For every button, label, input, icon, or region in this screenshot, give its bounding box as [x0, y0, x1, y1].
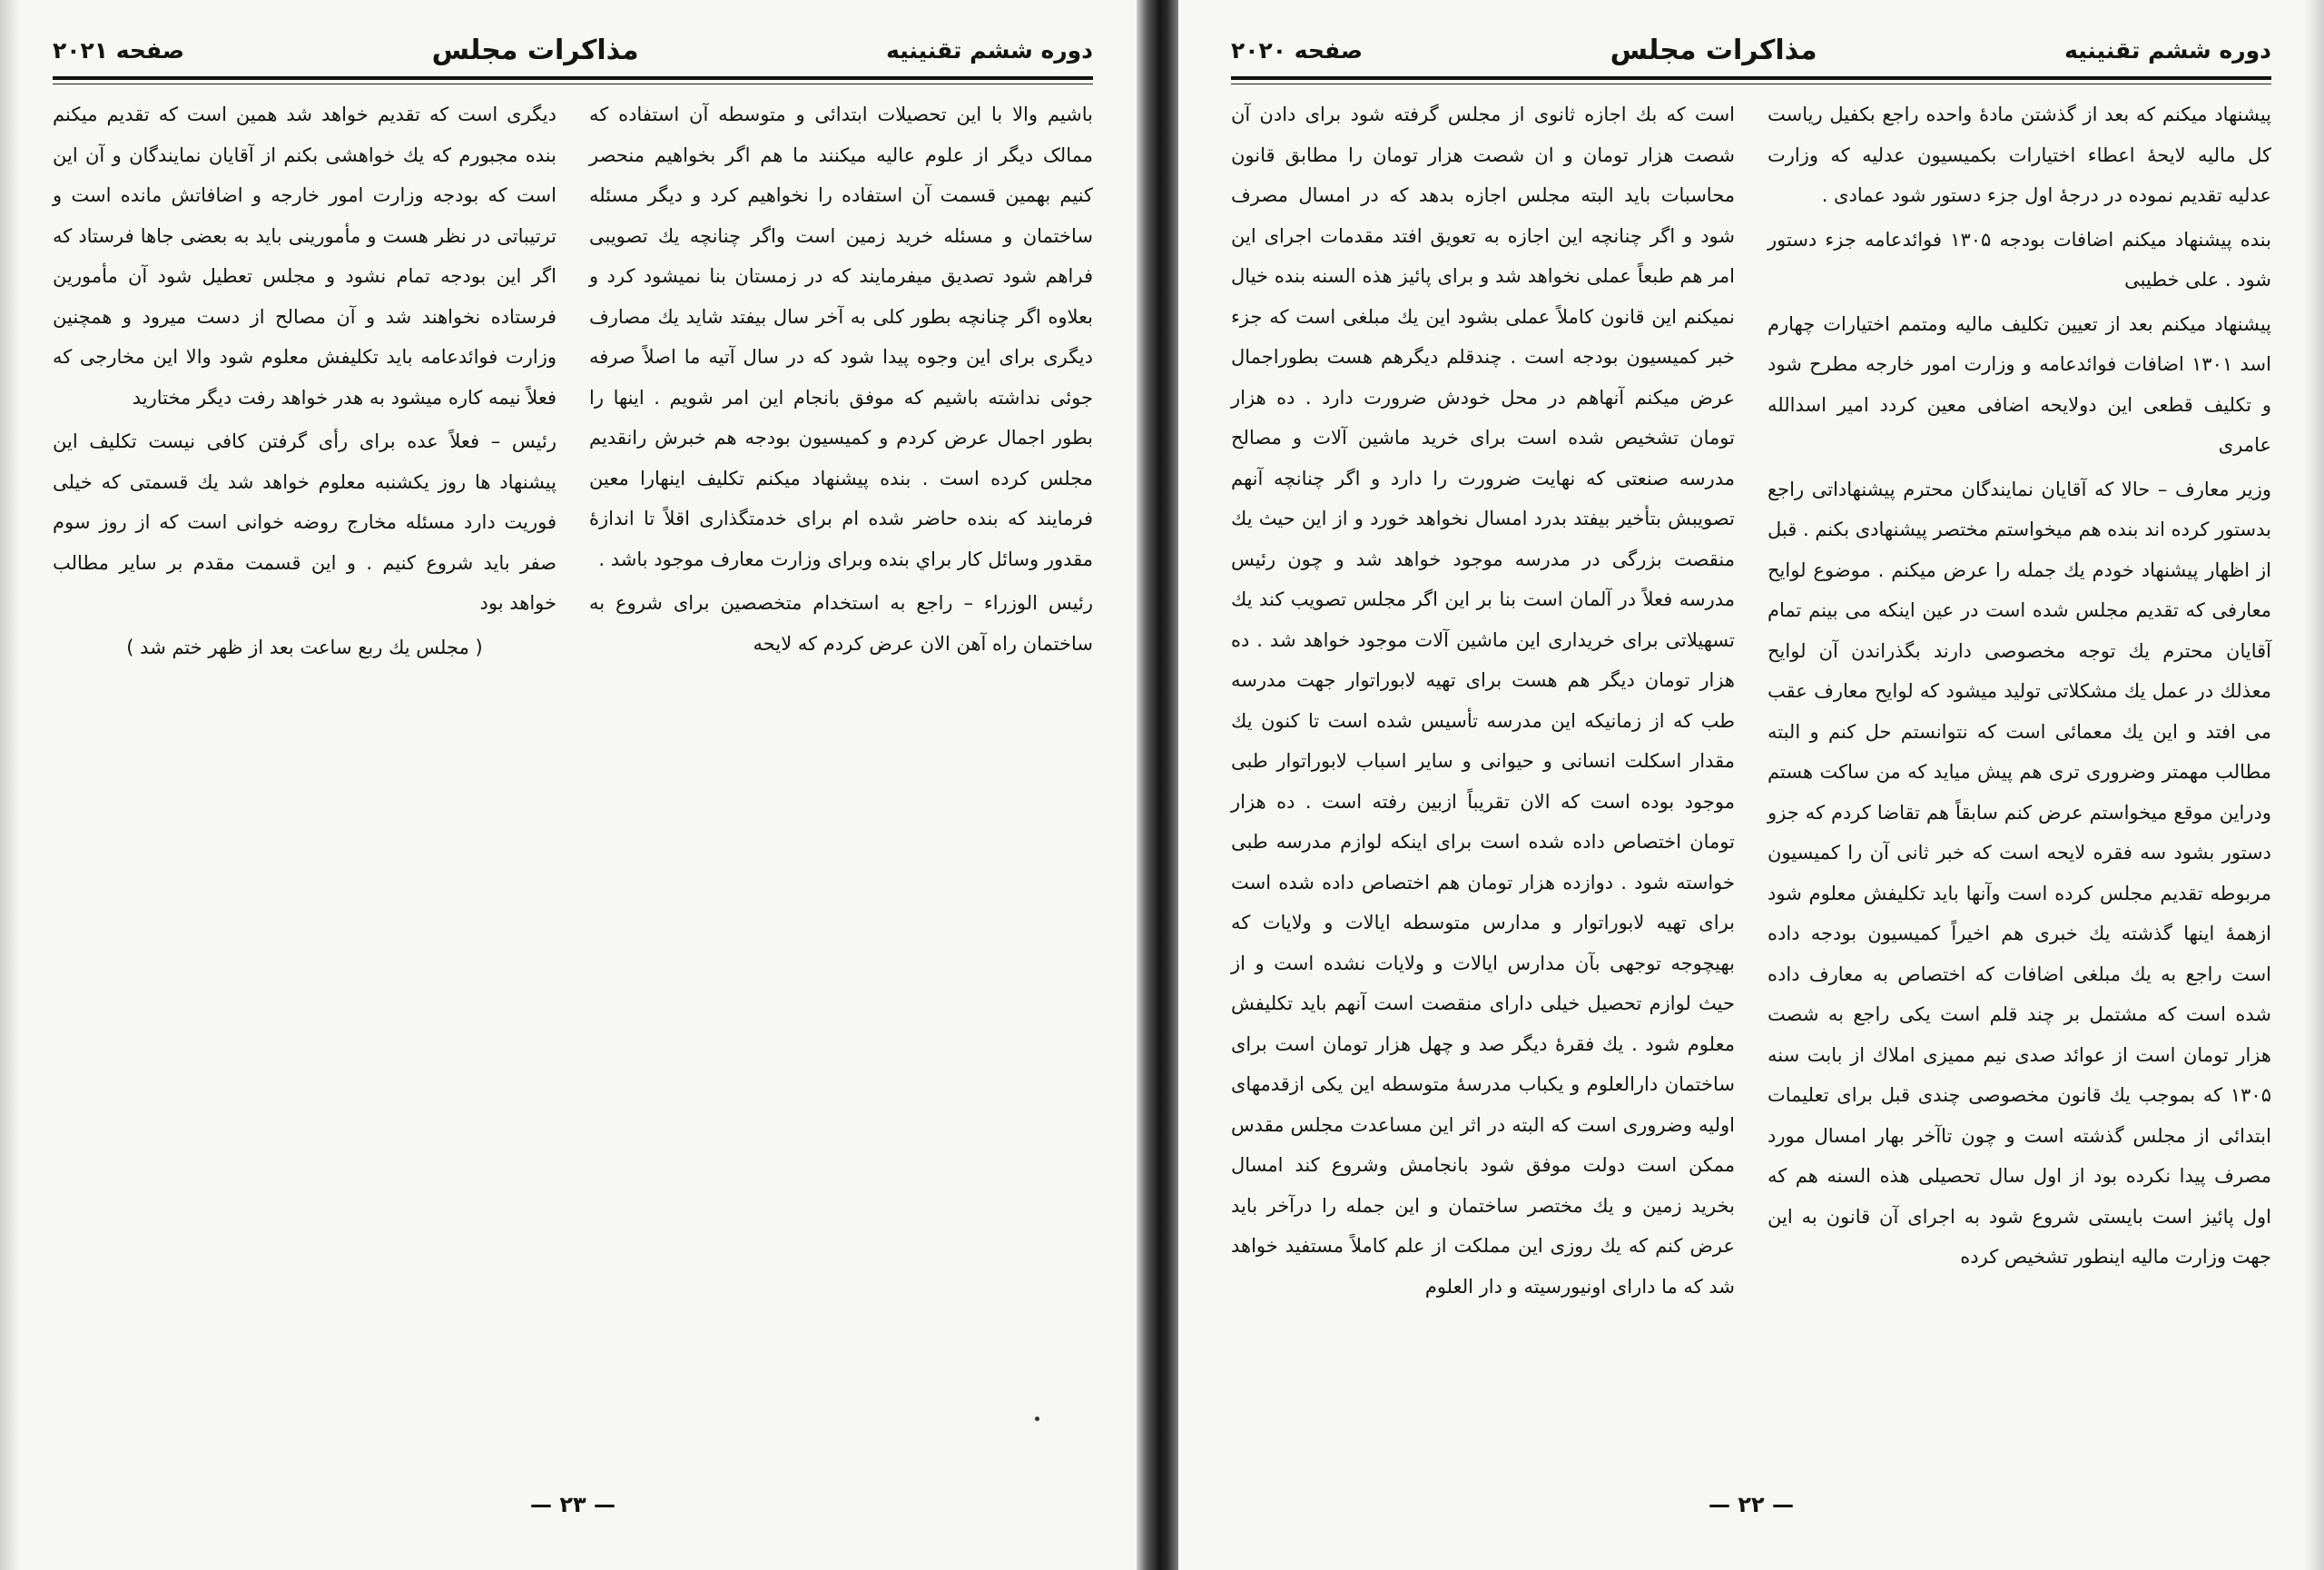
left-page [0, 0, 1146, 1570]
page-edge-shadow [2304, 0, 2324, 1570]
paragraph: دیگری است که تقدیم خواهد شد همین است که تقدیم میکنم بنده مجبورم که یك خواهشی بکنم از آقایان نمایندگان و آن این است که بودجه وزارت امور خارجه و اضافاتش مانده است و ترتیباتی در نظر هست و مأمورینی باید به بعضی جاها فرستاد که اگر این بودجه تمام نشود و مجلس تعطیل شود آن مأمورین فرستاده نخواهند شد و آن مصالح از دست میرود و همچنین وزارت فوائدعامه باید تکلیفش معلوم شود والا این مخارجی که فعلاً نیمه کاره میشود به هدر خواهد رفت دیگر مختارید [53, 104, 556, 409]
text-column-right [1768, 94, 2271, 1484]
session-label: دوره ششم تقنینیه [886, 36, 1093, 64]
page-number-label: صفحه ۲۰۲۱ [53, 36, 185, 64]
page-footer-number: — ۲۲ — [1708, 1492, 1794, 1517]
left-page-columns [53, 94, 1093, 1484]
right-page [1178, 0, 2324, 1570]
print-speck [1035, 1417, 1039, 1421]
page-number-label: صفحه ۲۰۲۰ [1231, 36, 1364, 64]
right-page-columns [1231, 94, 2271, 1484]
paragraph: رئیس الوزراء – راجع به استخدام متخصصین برای شروع به ساختمان راه آهن الان عرض کردم که لایحه [589, 592, 1093, 655]
running-title: مذاکرات مجلس [431, 34, 639, 66]
text-column-right [589, 94, 1093, 1484]
right-page-header [1231, 27, 2271, 73]
text-column-left [1231, 94, 1735, 1484]
proposal-paragraph: بنده پیشنهاد میکنم اضافات بودجه ۱۳۰۵ فوائدعامه جزء دستور شود . علی خطیبی [1768, 228, 2271, 291]
proposal-paragraph: پیشنهاد میکنم که بعد از گذشتن مادهٔ واحده راجع بکفیل ریاست کل مالیه لایحهٔ اعطاء اختیارات بکمیسیون عدلیه که وزارت عدلیه تقدیم نموده در درجهٔ اول جزء دستور شود عمادی . [1768, 104, 2271, 206]
proposal-paragraph: پیشنهاد میکنم بعد از تعیین تکلیف مالیه ومتمم اختیارات چهارم اسد ۱۳۰۱ اضافات فوائدعامه و وزارت امور خارجه مطرح شود و تکلیف قطعی این دولایحه اضافی معین کردد امیر اسدالله عامری [1768, 312, 2271, 456]
paragraph: رئیس – فعلاً عده برای رأی گرفتن کافی نیست تکلیف این پیشنهاد ها روز یکشنبه معلوم خواهد شد یك قسمتی که خیلی فوریت دارد مسئله مخارج روضه خوانی است که از روز سوم صفر باید شروع کنیم . و این قسمت مقدم بر سایر مطالب خواهد بود [53, 430, 556, 614]
text-column-left [53, 94, 556, 1484]
left-page-header [53, 27, 1093, 73]
speech-paragraph: است که بك اجازه ثانوی از مجلس گرفته شود برای دادن آن شصت هزار تومان و ان شصت هزار تومان را مطابق قانون محاسبات باید البته مجلس اجازه بدهد که در امسال مصرف شود و اگر چنانچه این اجازه به تعویق افتد مقدمات اجرای این امر هم طبعاً عملی نخواهد شد و برای پائیز هذه السنه بنده خیال نمیکنم این قانون کاملاً عملی بشود این یك مبلغی است که جزء خبر کمیسیون بودجه است . چندقلم دیگرهم هست بطوراجمال عرض میکنم آنهاهم در محل خودش ضرورت دارد . ده هزار تومان تشخیص شده است برای خرید ماشین آلات و مصالح مدرسه صنعتی که نهایت ضرورت را دارد و اگر چنانچه آنهم تصویبش بتأخیر بیفتد بدرد امسال نخواهد خورد و از این حیث یك منقصت بزرگی در مدرسه موجود خواهد شد و چون رئیس مدرسه فعلاً در آلمان است بنا بر این اگر مجلس تصویب کند یك تسهیلاتی برای خریداری این ماشین آلات موجود خواهد شد . ده هزار تومان دیگر هم هست برای تهیه لابوراتوار جهت مدرسه طب که از زمانیکه این مدرسه تأسیس شده است تا کنون یك مقدار اسکلت انسانی و حیوانی و سایر اسباب لابوراتوار طبی موجود بوده است که الان تقریباً ازبین رفته است . ده هزار تومان اختصاص داده شده است برای اینکه لوازم مدرسه طبی خواسته شود . دوازده هزار تومان هم اختصاص داده شده است برای تهیه لابوراتوار و مدارس متوسطه ایالات و ولایات که بهیچوجه توجهی بآن مدارس ایالات و ولایات نشده است و از حیث لوازم تحصیل خیلی دارای منقصت است آنهم باید تکلیفش معلوم شود . یك فقرهٔ دیگر صد و چهل هزار تومان است برای ساختمان دارالعلوم و یکباب مدرسهٔ متوسطه این یکی ازقدمهای اولیه وضروری است که البته در اثر این مساعدت مجلس مقدس ممکن است دولت موفق شود بانجامش وشروع کند امسال بخرید زمین و یك مختصر ساختمان و این جمله را درآخر باید عرض کنم که یك روزی این مملکت از علم کاملاً مستفید خواهد شد که ما دارای اونیورسیته و دار العلوم [1231, 104, 1735, 1298]
running-title: مذاکرات مجلس [1610, 34, 1817, 66]
header-rule [53, 76, 1093, 80]
paragraph: باشیم والا با این تحصیلات ابتدائی و متوسطه آن استفاده که ممالک دیگر از علوم عالیه میکنند ما هم اگر بخواهیم منحصر کنیم بهمین قسمت آن استفاده را نخواهیم کرد و دیگر مسئله ساختمان و مسئله خرید زمین است واگر چنانچه یك تصویبی فراهم شود تصدیق میفرمایند که در زمستان بنا نمیشود کرد و بعلاوه اگر چنانچه بطور کلی به آخر سال بیفتد شاید یك مصارف دیگری برای این وجوه پیدا شود که در سال آتیه ما اصلاً صرفه جوئی نداشته باشیم که موفق بانجام این امر شویم . اینها را بطور اجمال عرض کردم و کمیسیون بودجه هم خبرش رانقدیم مجلس کرده است . بنده پیشنهاد میکنم تکلیف اینهارا معین فرمایند که بنده حاضر شده ام برای خدمتگذاری اقلاً تا اندازهٔ مقدور وسائل کار براي بنده وبرای وزارت معارف موجود باشد . [589, 104, 1093, 570]
page-footer-number: — ۲۳ — [529, 1492, 615, 1517]
session-closing-note: ( مجلس یك ربع ساعت بعد از ظهر ختم شد ) [126, 636, 483, 658]
session-label: دوره ششم تقنینیه [2064, 36, 2271, 64]
speech-paragraph: وزیر معارف – حالا که آقایان نمایندگان محترم پیشنهاداتی راجع بدستور کرده اند بنده هم میخواستم مختصر پیشنهادی بکنم . قبل از اظهار پیشنهاد خودم یك جمله را عرض میکنم . موضوع لوایح معارفی که تقدیم مجلس شده است در عین اینکه می بینم تمام آقایان محترم یك توجه مخصوصی دارند بگذراندن آن لوایح معذلك در عمل یك مشکلاتی تولید میشود که لوایح معارف عقب می افتد و این یك معمائی است که نتوانستم حل کنم و البته مطالب مهمتر وضروری تری هم پیش میاید که من ساکت هستم ودراین موقع میخواستم عرض کنم سابقاً هم تقاضا کردم که جزو دستور بشود سه فقره لایحه است که خبر ثانی آن را کمیسیون مربوطه تقدیم مجلس کرده است وآنها باید تکلیفش معلوم شود ازهمهٔ اینها گذشته یك خبری هم اخیراً کمیسیون بودجه داده است راجع به یك مبلغی اضافات که اختصاص به معارف داده شده است که مشتمل بر چند قلم است یکی راجع به شصت هزار تومان است از عوائد صدی نیم ممیزی املاك از بابت سنه ۱۳۰۵ که بموجب یك قانون مخصوصی چندی قبل برای تعلیمات ابتدائی از مجلس گذشته است و چون تاآخر بهار امسال مورد مصرف پیدا نکرده بود از اول سال تحصیلی هذه السنه هم که اول پائیز است بایستی شروع شود به اجرای آن قانون به این جهت وزارت مالیه اینطور تشخیص کرده [1768, 478, 2271, 1268]
header-rule [1231, 76, 2271, 80]
page-edge-shadow [0, 0, 20, 1570]
